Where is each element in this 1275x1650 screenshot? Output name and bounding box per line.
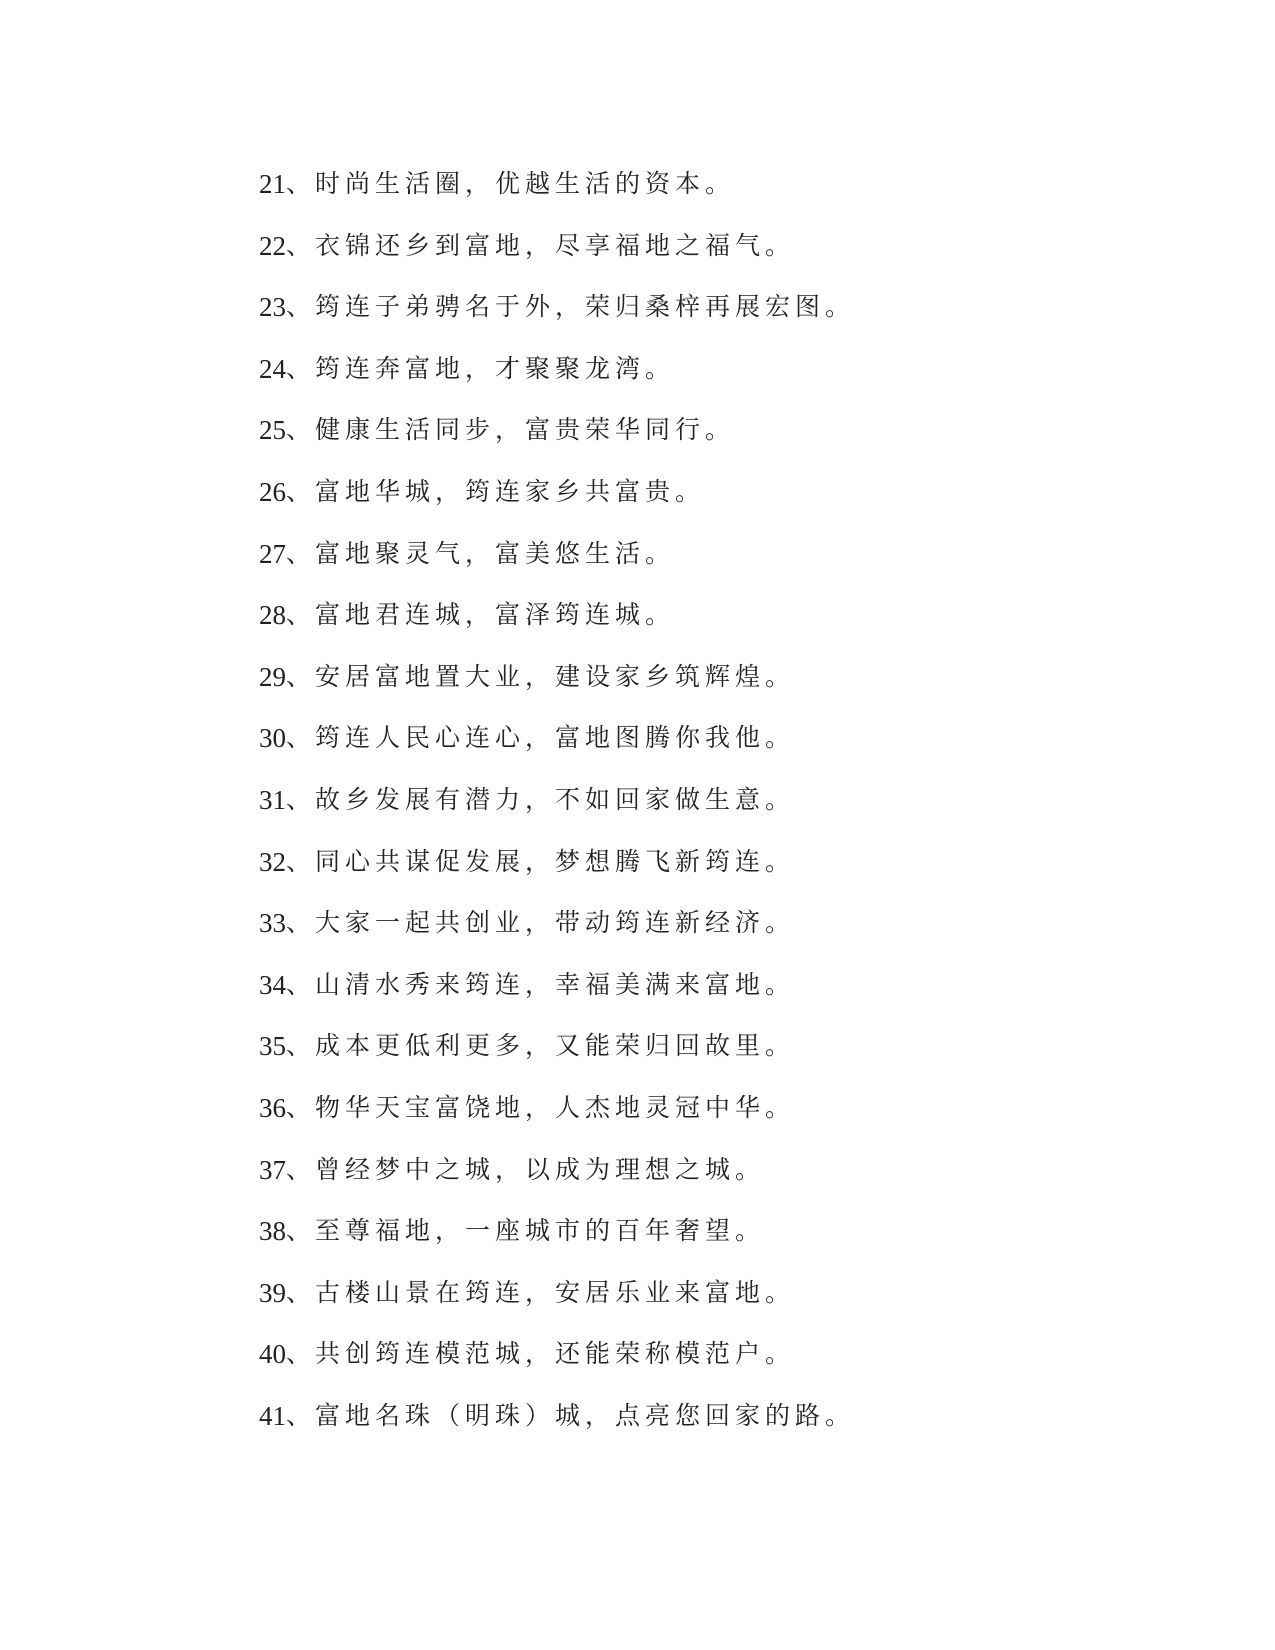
item-number: 33 — [259, 908, 286, 939]
item-number: 27 — [259, 538, 286, 569]
item-text: 山清水秀来筠连，幸福美满来富地。 — [315, 969, 796, 999]
item-number: 24 — [259, 353, 286, 384]
list-item — [259, 1028, 1159, 1090]
item-text: 大家一起共创业，带动筠连新经济。 — [315, 908, 796, 938]
item-separator: 、 — [286, 846, 316, 876]
item-number: 26 — [259, 476, 286, 507]
item-separator: 、 — [286, 353, 316, 383]
list-item — [259, 1152, 1159, 1214]
item-separator: 、 — [286, 600, 316, 630]
item-text: 筠连子弟骋名于外，荣归桑梓再展宏图。 — [315, 292, 856, 322]
item-separator: 、 — [286, 538, 316, 568]
item-number: 29 — [259, 661, 286, 692]
item-number: 22 — [259, 230, 286, 261]
list-item — [259, 166, 1159, 228]
item-text: 富地君连城，富泽筠连城。 — [315, 600, 676, 630]
item-separator: 、 — [286, 1339, 316, 1369]
item-text: 同心共谋促发展，梦想腾飞新筠连。 — [315, 846, 796, 876]
item-separator: 、 — [286, 476, 316, 506]
item-text: 成本更低利更多，又能荣归回故里。 — [315, 1031, 796, 1061]
item-number: 41 — [259, 1400, 286, 1431]
item-number: 37 — [259, 1154, 286, 1185]
item-separator: 、 — [286, 1400, 316, 1430]
item-text: 曾经梦中之城，以成为理想之城。 — [315, 1154, 766, 1184]
item-separator: 、 — [286, 1031, 316, 1061]
item-separator: 、 — [286, 1216, 316, 1246]
item-separator: 、 — [286, 661, 316, 691]
list-item — [259, 1336, 1159, 1398]
item-text: 共创筠连模范城，还能荣称模范户。 — [315, 1339, 796, 1369]
item-text: 故乡发展有潜力，不如回家做生意。 — [315, 784, 796, 814]
item-separator: 、 — [286, 784, 316, 814]
item-number: 36 — [259, 1092, 286, 1123]
list-item — [259, 228, 1159, 290]
item-number: 23 — [259, 292, 286, 323]
item-number: 28 — [259, 600, 286, 631]
item-text: 筠连奔富地，才聚聚龙湾。 — [315, 353, 676, 383]
item-separator: 、 — [286, 415, 316, 445]
item-number: 40 — [259, 1339, 286, 1370]
item-text: 健康生活同步，富贵荣华同行。 — [315, 415, 736, 445]
list-item — [259, 844, 1159, 906]
item-separator: 、 — [286, 230, 316, 260]
item-text: 富地名珠（明珠）城，点亮您回家的路。 — [315, 1400, 856, 1430]
item-number: 39 — [259, 1277, 286, 1308]
item-text: 安居富地置大业，建设家乡筑辉煌。 — [315, 661, 796, 691]
item-number: 21 — [259, 169, 286, 199]
list-item — [259, 597, 1159, 659]
item-number: 35 — [259, 1031, 286, 1062]
list-item — [259, 474, 1159, 536]
list-item — [259, 536, 1159, 598]
item-number: 32 — [259, 846, 286, 877]
item-text: 物华天宝富饶地，人杰地灵冠中华。 — [315, 1092, 796, 1122]
item-number: 38 — [259, 1216, 286, 1247]
list-item — [259, 351, 1159, 413]
item-text: 衣锦还乡到富地，尽享福地之福气。 — [315, 230, 796, 260]
list-item — [259, 659, 1159, 721]
item-separator: 、 — [286, 1092, 316, 1122]
list-item — [259, 967, 1159, 1029]
item-separator: 、 — [286, 169, 316, 198]
list-item — [259, 905, 1159, 967]
item-separator: 、 — [286, 723, 316, 753]
item-text: 时尚生活圈，优越生活的资本。 — [315, 169, 736, 198]
item-text: 古楼山景在筠连，安居乐业来富地。 — [315, 1277, 796, 1307]
list-item — [259, 412, 1159, 474]
item-text: 至尊福地，一座城市的百年奢望。 — [315, 1216, 766, 1246]
item-number: 30 — [259, 723, 286, 754]
item-separator: 、 — [286, 969, 316, 999]
item-number: 25 — [259, 415, 286, 446]
item-text: 富地聚灵气，富美悠生活。 — [315, 538, 676, 568]
item-separator: 、 — [286, 908, 316, 938]
item-separator: 、 — [286, 1277, 316, 1307]
list-item — [259, 720, 1159, 782]
list-item — [259, 1213, 1159, 1275]
list-item — [259, 782, 1159, 844]
item-separator: 、 — [286, 1154, 316, 1184]
list-item — [259, 289, 1159, 351]
item-text: 富地华城，筠连家乡共富贵。 — [315, 476, 706, 506]
item-text: 筠连人民心连心，富地图腾你我他。 — [315, 723, 796, 753]
slogan-list — [259, 166, 1159, 1459]
item-separator: 、 — [286, 292, 316, 322]
item-number: 31 — [259, 784, 286, 815]
list-item — [259, 1090, 1159, 1152]
list-item — [259, 1398, 1159, 1460]
list-item — [259, 1275, 1159, 1337]
item-number: 34 — [259, 969, 286, 1000]
